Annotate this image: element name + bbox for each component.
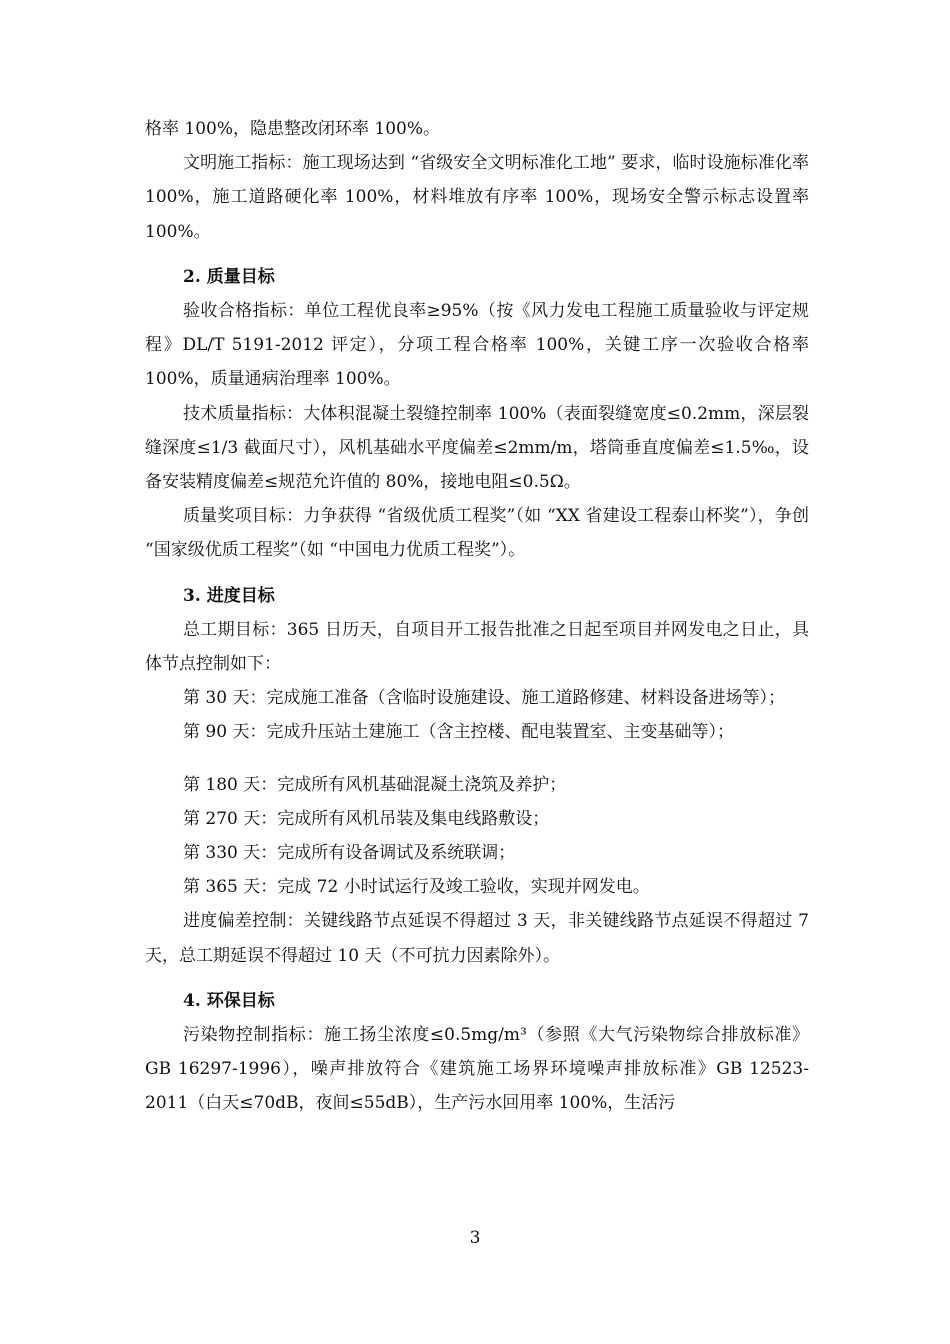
section-number: 3. — [183, 585, 201, 606]
section-title: 进度目标 — [206, 585, 275, 606]
paragraph-continuation: 格率 100%，隐患整改闭环率 100%。 — [145, 119, 441, 139]
section-number: 2. — [183, 266, 201, 287]
document-page — [145, 112, 809, 1121]
paragraph-quality-awards: 质量奖项目标：力争获得 “省级优质工程奖”（如 “XX 省建设工程泰山杯奖”），争创 “国家级优质工程奖”（如 “中国电力优质工程奖”）。 — [145, 506, 809, 561]
paragraph-pollution-control: 污染物控制指标：施工扬尘浓度≤0.5mg/m³（参照《大气污染物综合排放标准》GB 16297-1996），噪声排放符合《建筑施工场界环境噪声排放标准》GB 12523-2011（白天≤70dB，夜间≤55dB），生产污水回用率 100%，生活污 — [145, 1025, 809, 1114]
milestone-item: 第 90 天：完成升压站土建施工（含主控楼、配电装置室、主变基础等）； — [183, 722, 734, 743]
milestone-item: 第 365 天：完成 72 小时试运行及竣工验收，实现并网发电。 — [183, 877, 650, 898]
section-heading-environmental — [145, 984, 809, 1018]
section-title: 质量目标 — [206, 266, 275, 287]
spacer — [145, 750, 809, 768]
milestone-item: 第 330 天：完成所有设备调试及系统联调； — [183, 843, 516, 864]
milestone-item: 第 30 天：完成施工准备（含临时设施建设、施工道路修建、材料设备进场等）； — [183, 688, 785, 709]
paragraph-total-duration: 总工期目标：365 日历天，自项目开工报告批准之日起至项目并网发电之日止，具体节点控制如下： — [145, 619, 809, 675]
section-heading-quality — [145, 260, 809, 294]
paragraph-civilized-construction: 文明施工指标：施工现场达到 “省级安全文明标准化工地” 要求，临时设施标准化率 100%，施工道路硬化率 100%，材料堆放有序率 100%，现场安全警示标志设置率 100%。 — [145, 153, 809, 242]
page-number: 3 — [469, 1228, 481, 1248]
section-heading-schedule — [145, 579, 809, 613]
section-number: 4. — [183, 990, 201, 1011]
milestone-item: 第 180 天：完成所有风机基础混凝土浇筑及养护； — [183, 774, 567, 795]
milestone-item: 第 270 天：完成所有风机吊装及集电线路敷设； — [183, 808, 550, 829]
paragraph-acceptance: 验收合格指标：单位工程优良率≥95%（按《风力发电工程施工质量验收与评定规程》DL/T 5191-2012 评定），分项工程合格率 100%，关键工序一次验收合格率 100%，质量通病治理率 100%。 — [145, 301, 809, 390]
paragraph-schedule-deviation: 进度偏差控制：关键线路节点延误不得超过 3 天，非关键线路节点延误不得超过 7 天，总工期延误不得超过 10 天（不可抗力因素除外）。 — [145, 911, 809, 966]
section-title: 环保目标 — [206, 990, 275, 1011]
paragraph-technical-quality: 技术质量指标：大体积混凝土裂缝控制率 100%（表面裂缝宽度≤0.2mm，深层裂缝深度≤1/3 截面尺寸），风机基础水平度偏差≤2mm/m，塔筒垂直度偏差≤1.5‰，设备安装精度偏差≤规范允许值的 80%，接地电阻≤0.5Ω。 — [145, 403, 809, 493]
